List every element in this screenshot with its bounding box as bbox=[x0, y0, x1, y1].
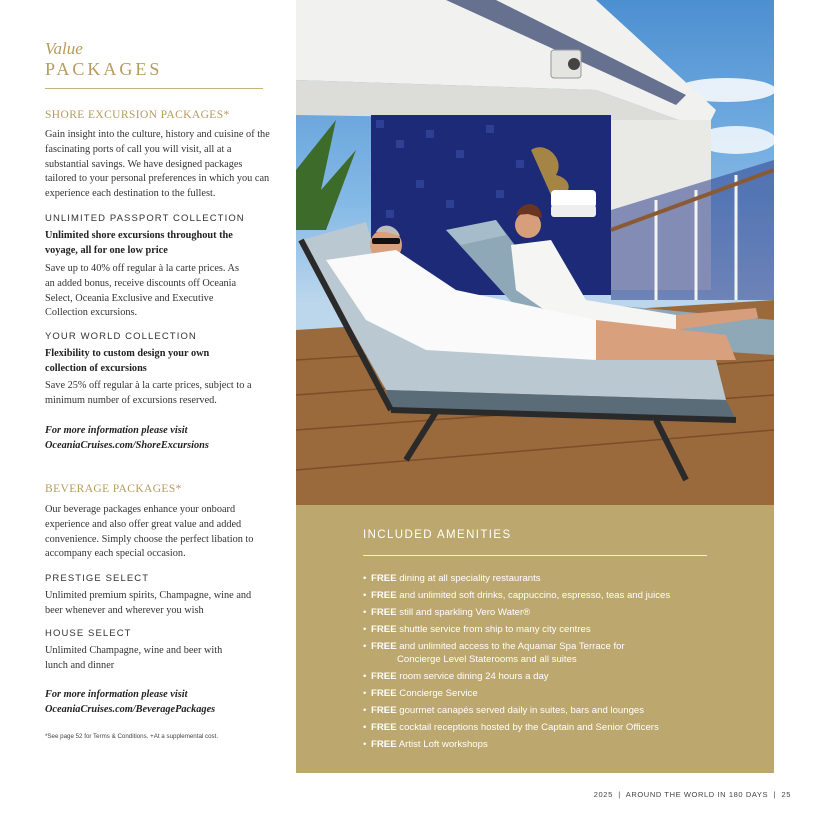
title-divider bbox=[45, 88, 263, 89]
free-label: FREE bbox=[371, 671, 397, 682]
shore-excursions-link[interactable]: OceaniaCruises.com/ShoreExcursions bbox=[45, 440, 209, 451]
amenity-text: shuttle service from ship to many city centres bbox=[399, 624, 591, 635]
page-footer bbox=[594, 790, 791, 799]
footer-separator: | bbox=[773, 790, 777, 799]
house-select-text: Unlimited Champagne, wine and beer with lunch and dinner bbox=[45, 645, 223, 671]
page-title: PACKAGES bbox=[45, 59, 163, 79]
free-label: FREE bbox=[371, 590, 397, 601]
amenity-text: Artist Loft workshops bbox=[398, 739, 488, 750]
list-item bbox=[363, 670, 763, 683]
prestige-select-text: Unlimited premium spirits, Champagne, wine and beer whenever and wherever you wish bbox=[45, 590, 252, 616]
section-kicker: Value bbox=[45, 39, 83, 58]
footer-separator: | bbox=[618, 790, 621, 799]
passport-collection-heading: UNLIMITED PASSPORT COLLECTION bbox=[45, 213, 245, 224]
amenity-text: and unlimited soft drinks, cappuccino, espresso, teas and juices bbox=[399, 590, 671, 601]
free-label: FREE bbox=[371, 641, 397, 652]
passport-text: Save up to 40% off regular à la carte prices. As an added bonus, receive discounts off Oceania Select, Oceania Exclusive and Executive Collection excursions. bbox=[45, 263, 239, 319]
free-label: FREE bbox=[371, 624, 397, 635]
shore-intro-text: Gain insight into the culture, history and cuisine of the fascinating ports of call you will visit, all at a substantial savings. We have designed packages tailored to your personal preferences in which you can experience each destination to the fullest. bbox=[45, 129, 270, 200]
amenity-text: still and sparkling Vero Water® bbox=[399, 607, 531, 618]
free-label: FREE bbox=[371, 722, 397, 733]
packages-header bbox=[45, 40, 270, 89]
footnote: *See page 52 for Terms & Conditions. +At a supplemental cost. bbox=[45, 733, 219, 740]
amenity-text: room service dining 24 hours a day bbox=[399, 671, 549, 682]
page-number: 25 bbox=[781, 790, 791, 799]
included-amenities-panel bbox=[296, 505, 774, 773]
deck-loungers-photo bbox=[296, 0, 774, 505]
free-label: FREE bbox=[371, 688, 397, 699]
beverage-packages-link[interactable]: OceaniaCruises.com/BeveragePackages bbox=[45, 704, 216, 715]
list-item bbox=[363, 687, 763, 700]
beverage-more-info: For more information please visit bbox=[45, 689, 188, 700]
amenity-text: cocktail receptions hosted by the Captain and Senior Officers bbox=[399, 722, 659, 733]
footer-year: 2025 bbox=[593, 790, 613, 799]
free-label: FREE bbox=[371, 573, 397, 584]
list-item bbox=[363, 721, 763, 734]
amenity-text: dining at all speciality restaurants bbox=[399, 573, 541, 584]
list-item bbox=[363, 704, 763, 717]
list-item bbox=[363, 640, 763, 666]
world-collection-heading: YOUR WORLD COLLECTION bbox=[45, 331, 197, 342]
list-item bbox=[363, 589, 763, 602]
amenities-list bbox=[363, 572, 763, 755]
footer-title: AROUND THE WORLD IN 180 DAYS bbox=[625, 790, 769, 799]
passport-tagline: Unlimited shore excursions throughout the voyage, all for one low price bbox=[45, 230, 233, 256]
amenities-title: INCLUDED AMENITIES bbox=[363, 529, 512, 541]
beverage-intro-text: Our beverage packages enhance your onboard experience and also offer great value and added convenience. Simply choose the perfect libation to accompany each special occasion. bbox=[45, 504, 254, 560]
amenities-divider bbox=[363, 555, 707, 556]
amenity-text: and unlimited access to the Aquamar Spa Terrace for bbox=[399, 641, 625, 652]
list-item bbox=[363, 738, 763, 751]
prestige-select-heading: PRESTIGE SELECT bbox=[45, 573, 150, 584]
shore-excursion-heading: SHORE EXCURSION PACKAGES* bbox=[45, 109, 230, 121]
world-tagline: Flexibility to custom design your own collection of excursions bbox=[45, 348, 210, 374]
amenity-text-continued: Concierge Level Staterooms and all suites bbox=[397, 654, 577, 665]
amenity-text: gourmet canapés served daily in suites, bars and lounges bbox=[399, 705, 645, 716]
photo-illustration bbox=[296, 0, 774, 505]
amenity-text: Concierge Service bbox=[399, 688, 478, 699]
house-select-heading: HOUSE SELECT bbox=[45, 628, 132, 639]
world-text: Save 25% off regular à la carte prices, subject to a minimum number of excursions reserved. bbox=[45, 380, 252, 406]
list-item bbox=[363, 623, 763, 636]
shore-more-info: For more information please visit bbox=[45, 425, 188, 436]
list-item bbox=[363, 606, 763, 619]
beverage-packages-heading: BEVERAGE PACKAGES* bbox=[45, 483, 182, 495]
free-label: FREE bbox=[371, 607, 397, 618]
free-label: FREE bbox=[371, 739, 397, 750]
free-label: FREE bbox=[371, 705, 397, 716]
list-item bbox=[363, 572, 763, 585]
